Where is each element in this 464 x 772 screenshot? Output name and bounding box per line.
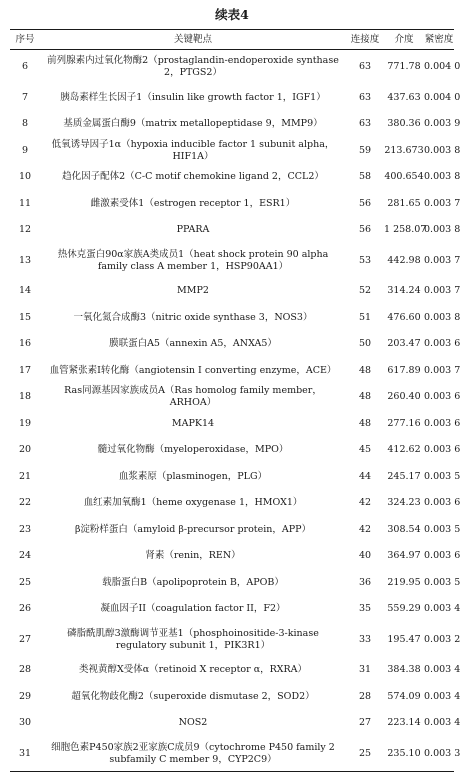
cell-index: 6	[21, 61, 29, 73]
cell-key-target: 血红素加氧酶1（heme oxygenase 1，HMOX1）	[83, 497, 303, 509]
cell-index: 30	[18, 717, 32, 729]
cell-closeness: 0.004 0	[424, 91, 461, 103]
cell-degree: 48	[358, 391, 372, 403]
cell-degree: 28	[358, 690, 372, 702]
cell-key-target: 磷脂酰肌醇3激酶调节亚基1（phosphoinositide-3-kinase regulatory subunit 1，PIK3R1）	[67, 627, 319, 651]
cell-index: 21	[18, 470, 32, 482]
cell-closeness: 0.003 7	[424, 364, 461, 376]
cell-closeness: 0.003 7	[424, 197, 461, 209]
cell-key-target: 髓过氧化物酶（myeloperoxidase，MPO）	[97, 444, 289, 456]
cell-index: 18	[18, 391, 32, 403]
cell-key-target: 前列腺素内过氧化物酶2（prostaglandin-endoperoxide synthase 2，PTGS2）	[47, 55, 339, 79]
cell-betweenness: 260.40	[387, 391, 421, 403]
table-row	[10, 191, 454, 218]
cell-betweenness: 235.10	[387, 747, 421, 759]
cell-closeness: 0.004 0	[424, 61, 461, 73]
cell-degree: 51	[358, 311, 372, 323]
cell-index: 27	[18, 633, 32, 645]
cell-index: 25	[18, 576, 32, 588]
cell-betweenness: 476.60	[387, 311, 421, 323]
table-row	[10, 164, 454, 191]
cell-key-target: 雌激素受体1（estrogen receptor 1，ESR1）	[90, 197, 296, 209]
cell-index: 28	[18, 664, 32, 676]
table-row	[10, 138, 454, 165]
header-row	[10, 30, 454, 50]
cell-closeness: 0.003 8	[424, 144, 461, 156]
cell-degree: 33	[358, 633, 372, 645]
cell-betweenness: 213.673	[384, 144, 424, 156]
cell-degree: 58	[358, 171, 372, 183]
table-row	[10, 710, 454, 737]
cell-degree: 25	[358, 747, 372, 759]
cell-closeness: 0.003 7	[424, 254, 461, 266]
cell-betweenness: 223.14	[387, 717, 421, 729]
table-row	[10, 111, 454, 138]
cell-index: 23	[18, 523, 32, 535]
cell-closeness: 0.003 6	[424, 338, 461, 350]
table-caption: 续表4	[215, 7, 249, 22]
cell-key-target: 超氧化物歧化酶2（superoxide dismutase 2，SOD2）	[71, 690, 315, 702]
cell-key-target: MMP2	[177, 285, 209, 297]
cell-index: 7	[21, 91, 29, 103]
cell-degree: 63	[358, 91, 372, 103]
cell-index: 12	[18, 224, 32, 236]
cell-degree: 56	[358, 224, 372, 236]
table-row	[10, 331, 454, 358]
cell-closeness: 0.003 6	[424, 550, 461, 562]
cell-degree: 48	[358, 364, 372, 376]
cell-betweenness: 400.654	[384, 171, 424, 183]
cell-degree: 27	[358, 717, 372, 729]
table-row	[10, 596, 454, 623]
cell-betweenness: 1 258.07	[384, 224, 427, 236]
cell-closeness: 0.003 7	[424, 285, 461, 297]
cell-key-target: 类视黄醇X受体α（retinoid X receptor α，RXRA）	[78, 664, 308, 676]
cell-key-target: Ras同源基因家族成员A（Ras homolog family member，ARHOA）	[64, 385, 322, 409]
cell-degree: 35	[358, 603, 372, 615]
cell-betweenness: 324.23	[387, 497, 421, 509]
cell-betweenness: 277.16	[387, 417, 421, 429]
cell-degree: 63	[358, 118, 372, 130]
table-row	[10, 623, 454, 658]
cell-closeness: 0.003 6	[424, 444, 461, 456]
cell-index: 31	[18, 747, 32, 759]
cell-closeness: 0.003 6	[424, 417, 461, 429]
header-closeness: 紧密度	[424, 33, 454, 45]
cell-index: 17	[18, 364, 32, 376]
cell-betweenness: 281.65	[387, 197, 421, 209]
cell-betweenness: 437.63	[387, 91, 421, 103]
cell-key-target: NOS2	[178, 717, 208, 729]
cell-closeness: 0.003 4	[424, 717, 461, 729]
cell-key-target: 凝血因子II（coagulation factor II，F2）	[100, 603, 286, 615]
cell-index: 13	[18, 254, 32, 266]
cell-betweenness: 203.47	[387, 338, 421, 350]
cell-key-target: 趋化因子配体2（C-C motif chemokine ligand 2，CCL2）	[62, 171, 324, 183]
table-row	[10, 570, 454, 597]
cell-betweenness: 412.62	[387, 444, 421, 456]
table-row	[10, 737, 454, 772]
cell-key-target: 一氧化氮合成酶3（nitric oxide synthase 3，NOS3）	[73, 311, 313, 323]
cell-betweenness: 380.36	[387, 118, 421, 130]
cell-degree: 40	[358, 550, 372, 562]
header-degree: 连接度	[350, 33, 380, 45]
cell-betweenness: 574.09	[387, 690, 421, 702]
table-body	[10, 50, 461, 772]
cell-key-target: 热休克蛋白90α家族A类成员1（heat shock protein 90 alpha family class A member 1，HSP90AA1）	[57, 248, 329, 272]
cell-degree: 44	[358, 470, 372, 482]
cell-index: 24	[18, 550, 32, 562]
table-row	[10, 437, 454, 464]
cell-index: 9	[21, 144, 29, 156]
cell-index: 15	[18, 311, 32, 323]
table-row	[10, 684, 454, 711]
table-row	[10, 244, 454, 279]
cell-betweenness: 364.97	[387, 550, 421, 562]
cell-degree: 42	[358, 497, 372, 509]
cell-degree: 50	[358, 338, 372, 350]
table-row	[10, 517, 454, 544]
cell-key-target: 低氧诱导因子1α（hypoxia inducible factor 1 subunit alpha，HIF1A）	[51, 138, 335, 162]
table-row	[10, 217, 454, 244]
header-index: 序号	[15, 33, 35, 45]
key-targets-table	[10, 29, 461, 772]
cell-closeness: 0.003 8	[424, 311, 461, 323]
cell-degree: 48	[358, 417, 372, 429]
cell-index: 20	[18, 444, 32, 456]
cell-index: 29	[18, 690, 32, 702]
table-row	[10, 464, 454, 491]
cell-degree: 52	[358, 285, 372, 297]
cell-index: 26	[18, 603, 32, 615]
table-row	[10, 543, 454, 570]
cell-key-target: PPARA	[176, 224, 210, 236]
cell-key-target: 胰岛素样生长因子1（insulin like growth factor 1，IGF1）	[60, 91, 326, 103]
cell-index: 8	[21, 118, 29, 130]
cell-closeness: 0.003 4	[424, 690, 461, 702]
cell-betweenness: 559.29	[387, 603, 421, 615]
cell-index: 22	[18, 497, 32, 509]
cell-index: 19	[18, 417, 32, 429]
table-row	[10, 85, 454, 112]
cell-closeness: 0.003 4	[424, 664, 461, 676]
table-row	[10, 358, 454, 385]
cell-degree: 31	[358, 664, 372, 676]
table-row	[10, 411, 454, 438]
table-row	[10, 278, 454, 305]
table-row	[10, 305, 454, 332]
cell-betweenness: 195.47	[387, 633, 421, 645]
cell-closeness: 0.003 2	[424, 633, 461, 645]
cell-betweenness: 617.89	[387, 364, 421, 376]
cell-degree: 63	[358, 61, 372, 73]
cell-betweenness: 308.54	[387, 523, 421, 535]
cell-closeness: 0.003 4	[424, 603, 461, 615]
cell-key-target: MAPK14	[171, 417, 215, 429]
cell-key-target: 载脂蛋白B（apolipoprotein B，APOB）	[102, 576, 284, 588]
cell-degree: 53	[358, 254, 372, 266]
cell-betweenness: 245.17	[387, 470, 421, 482]
cell-closeness: 0.003 5	[424, 523, 461, 535]
cell-closeness: 0.003 3	[424, 747, 461, 759]
cell-key-target: 基质金属蛋白酶9（matrix metallopeptidase 9，MMP9）	[63, 118, 323, 130]
cell-index: 16	[18, 338, 32, 350]
cell-closeness: 0.003 8	[424, 224, 461, 236]
cell-closeness: 0.003 6	[424, 391, 461, 403]
table-row	[10, 50, 454, 85]
cell-betweenness: 384.38	[387, 664, 421, 676]
cell-key-target: 膜联蛋白A5（annexin A5，ANXA5）	[109, 338, 277, 350]
table-row	[10, 657, 454, 684]
cell-index: 11	[18, 197, 32, 209]
cell-betweenness: 442.98	[387, 254, 421, 266]
table-row	[10, 384, 454, 411]
cell-closeness: 0.003 5	[424, 576, 461, 588]
cell-betweenness: 219.95	[387, 576, 421, 588]
cell-key-target: β淀粉样蛋白（amyloid β-precursor protein，APP）	[74, 523, 312, 535]
cell-closeness: 0.003 6	[424, 497, 461, 509]
cell-degree: 45	[358, 444, 372, 456]
cell-key-target: 血管紧张素Ⅰ转化酶（angiotensin I converting enzyme，ACE）	[49, 364, 337, 376]
table-header	[10, 30, 454, 50]
cell-degree: 42	[358, 523, 372, 535]
header-key-target: 关键靶点	[173, 33, 212, 45]
header-betweenness: 介度	[394, 33, 414, 45]
cell-key-target: 血浆素原（plasminogen，PLG）	[118, 470, 268, 482]
cell-degree: 59	[358, 144, 372, 156]
cell-index: 10	[18, 171, 32, 183]
cell-betweenness: 771.78	[387, 61, 421, 73]
cell-degree: 56	[358, 197, 372, 209]
cell-key-target: 细胞色素P450家族2亚家族C成员9（cytochrome P450 family 2 subfamily C member 9，CYP2C9）	[51, 741, 335, 765]
table-row	[10, 490, 454, 517]
cell-closeness: 0.003 8	[424, 171, 461, 183]
cell-closeness: 0.003 9	[424, 118, 461, 130]
cell-index: 14	[18, 285, 32, 297]
cell-degree: 36	[358, 576, 372, 588]
cell-key-target: 肾素（renin，REN）	[145, 550, 241, 562]
cell-betweenness: 314.24	[387, 285, 421, 297]
cell-closeness: 0.003 5	[424, 470, 461, 482]
